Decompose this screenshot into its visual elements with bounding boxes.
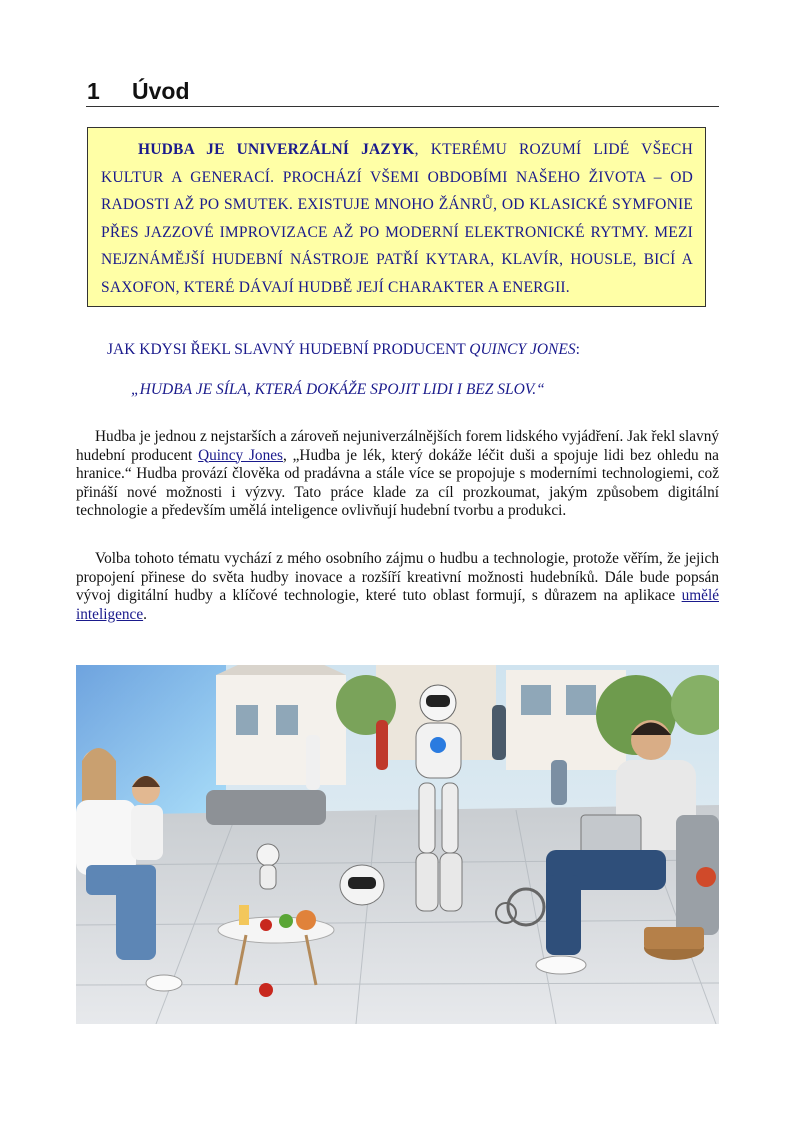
paragraph-2-after: . bbox=[143, 605, 147, 623]
paragraph-1 bbox=[76, 428, 719, 521]
quote-intro-text: JAK KDYSI ŘEKL SLAVNÝ HUDEBNÍ PRODUCENT bbox=[107, 341, 470, 358]
paragraph-1-after: , „Hudba je lék, který dokáže léčit duši a spojuje lidi bez ohledu na hranice.“ Hudba provází člověka od pradávna a stále více se propojuje s moderními technologiemi, což přináší nové možnosti i výzvy. Tato práce klade za cíl prozkoumat, jakým způsobem digitální technologie a především umělá inteligence ovlivňují hudební tvorbu a produkci. bbox=[76, 446, 719, 519]
section-title: Úvod bbox=[132, 78, 190, 104]
ai-music-illustration bbox=[76, 665, 719, 1024]
quincy-jones-link[interactable]: Quincy Jones bbox=[198, 446, 283, 464]
paragraph-2-before: Volba tohoto tématu vychází z mého osobního zájmu o hudbu a technologie, protože věřím, že jejich propojení přinese do světa hudby inovace a rozšíří kreativní možnosti hudebníků. Dále bude popsán vývoj digitální hudby a klíčové technologie, které tuto oblast formují, s důrazem na aplikace bbox=[76, 550, 719, 604]
paragraph-2 bbox=[76, 550, 719, 624]
highlight-box bbox=[87, 127, 706, 307]
highlight-text: , KTERÉMU ROZUMÍ LIDÉ VŠECH KULTUR A GENERACÍ. PROCHÁZÍ VŠEMI OBDOBÍMI NAŠEHO ŽIVOTA – OD RADOSTI AŽ PO SMUTEK. EXISTUJE MNOHO ŽÁNRŮ, OD KLASICKÉ SYMFONIE PŘES JAZZOVÉ IMPROVIZACE AŽ PO MODERNÍ ELEKTRONICKÉ RYTMY. MEZI NEJZNÁMĚJŠÍ HUDEBNÍ NÁSTROJE PATŘÍ KYTARA, KLAVÍR, HOUSLE, BICÍ A SAXOFON, KTERÉ DÁVAJÍ HUDBĚ JEJÍ CHARAKTER A ENERGII. bbox=[101, 141, 693, 296]
paragraph-1-before: Hudba je jednou z nejstarších a zároveň nejuniverzálnějších forem lidského vyjádření. Jak řekl slavný hudební producent bbox=[76, 428, 719, 464]
highlight-lead: HUDBA JE UNIVERZÁLNÍ JAZYK bbox=[138, 141, 415, 158]
quote: „HUDBA JE SÍLA, KTERÁ DOKÁŽE SPOJIT LIDI I BEZ SLOV.“ bbox=[131, 381, 545, 398]
ai-link[interactable]: umělé inteligence bbox=[76, 587, 719, 623]
quote-author: QUINCY JONES bbox=[469, 341, 576, 358]
section-heading bbox=[86, 76, 719, 107]
quote-intro-suffix: : bbox=[575, 341, 580, 358]
quote-intro bbox=[107, 341, 580, 359]
section-number: 1 bbox=[87, 78, 100, 104]
